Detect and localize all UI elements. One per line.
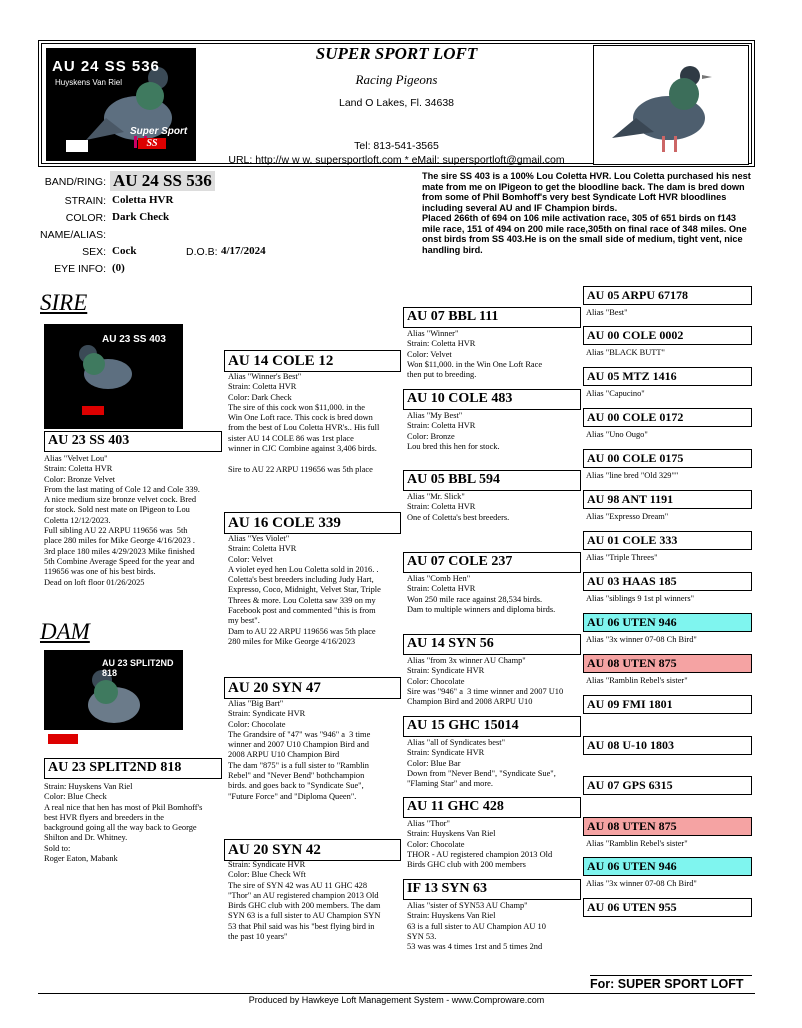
gen3-line: 53 was was 4 times 1rst and 5 times 2nd xyxy=(407,942,543,952)
gen2-line: Threes & more. Lou Coletta saw 339 on my xyxy=(228,595,376,605)
for-loft: For: SUPER SPORT LOFT xyxy=(590,975,752,992)
dam-label: DAM xyxy=(40,619,90,644)
band-value: AU 24 SS 536 xyxy=(110,171,215,191)
gen3-line: Dam to multiple winners and diploma birds. xyxy=(407,604,556,614)
gen2-ring-box xyxy=(224,839,401,861)
sire-label: SIRE xyxy=(40,290,88,315)
gen4-ring: AU 08 UTEN 875 xyxy=(583,654,752,673)
gen3-details xyxy=(407,901,585,952)
gen2-ring-box xyxy=(224,350,401,372)
gen3-line: SYN 53. xyxy=(407,931,437,941)
gen2-line: Alias "Winner's Best" xyxy=(228,372,302,381)
sire-line: Strain: Coletta HVR xyxy=(44,464,113,474)
gen3-ring-box xyxy=(403,307,581,328)
dam-line: Sold to: xyxy=(44,843,71,853)
gen3-line: Color: Chocolate xyxy=(407,676,465,686)
sire-ring: AU 23 SS 403 xyxy=(48,433,130,448)
strain-value: Coletta HVR xyxy=(112,194,174,206)
gen4-ring: AU 05 ARPU 67178 xyxy=(583,286,752,305)
gen3-line: Color: Velvet xyxy=(407,349,452,359)
dam-line: Shilton and Dr. Whitney. xyxy=(44,833,128,843)
sire-line: for stock. Sold nest mate on IPigeon to Lou xyxy=(44,505,190,515)
gen3-line: Alias "from 3x winner AU Champ" xyxy=(407,656,526,665)
gen3-line: Alias "Winner" xyxy=(407,329,459,338)
gen4-ring: AU 08 UTEN 875 xyxy=(583,817,752,836)
sire-line: From the last mating of Cole 12 and Cole 339. xyxy=(44,484,200,494)
gen2-ring: AU 20 SYN 47 xyxy=(228,680,321,696)
loft-url-email: URL: http://w w w. supersportloft.com * eMail: supersportloft@gmail.com xyxy=(228,154,565,166)
gen4-ring: AU 00 COLE 0002 xyxy=(583,326,752,345)
sire-line: 5th Combine Average Speed for the year and xyxy=(44,556,195,566)
dam-photo-card xyxy=(44,650,183,755)
gen4-ring: AU 98 ANT 1191 xyxy=(583,490,752,509)
dam-line: Color: Blue Check xyxy=(44,792,107,802)
gen2-line xyxy=(228,454,404,464)
gen3-line: Strain: Coletta HVR xyxy=(407,339,476,349)
color-label: COLOR: xyxy=(65,212,106,224)
dam-ring: AU 23 SPLIT2ND 818 xyxy=(48,760,182,775)
sire-line: Alias "Velvet Lou" xyxy=(44,454,108,463)
gen2-ring: AU 20 SYN 42 xyxy=(228,842,321,858)
gen2-line: Sire to AU 22 ARPU 119656 was 5th place xyxy=(228,464,373,474)
bird-side-photo xyxy=(593,45,749,165)
gen3-line: Lou bred this hen for stock. xyxy=(407,441,500,451)
gen4-ring: AU 09 FMI 1801 xyxy=(583,695,752,714)
gen3-line: Strain: Syndicate HVR xyxy=(407,666,485,676)
gen3-line: then put to breeding. xyxy=(407,370,477,380)
gen4-alias: Alias "Expresso Dream" xyxy=(586,512,669,521)
dam-ring-box xyxy=(44,758,222,779)
gen4-ring: AU 07 GPS 6315 xyxy=(583,776,752,795)
gen2-line: The dam "875" is a full sister to "Ramblin xyxy=(228,760,369,770)
sire-line: place 280 miles for Mike George 4/16/2023 . xyxy=(44,536,196,546)
gen3-ring-box xyxy=(403,470,581,491)
gen4-ring: AU 05 MTZ 1416 xyxy=(583,367,752,386)
gen2-line: from the best of Lou Coletta HVR's.. His full xyxy=(228,423,380,433)
gen2-line: "Thor" an AU registered champion 2013 Old xyxy=(228,890,379,900)
strain-label: STRAIN: xyxy=(64,195,106,207)
gen4-ring: AU 06 UTEN 946 xyxy=(583,613,752,632)
gen2-line: Color: Velvet xyxy=(228,554,273,564)
gen3-line: Strain: Coletta HVR xyxy=(407,502,476,512)
produced-by: Produced by Hawkeye Loft Management System - www.Comproware.com xyxy=(248,995,545,1005)
pigeon-side-icon xyxy=(594,46,748,164)
gen2-ring: AU 14 COLE 12 xyxy=(228,353,334,369)
gen4-ring: AU 03 HAAS 185 xyxy=(583,572,752,591)
gen3-ring-box xyxy=(403,552,581,573)
gen3-line: One of Coletta's best breeders. xyxy=(407,512,510,522)
gen3-line: Champion Bird and 2008 ARPU U10 xyxy=(407,697,533,707)
gen4-alias: Alias "Capucino" xyxy=(586,389,645,398)
gen2-ring: AU 16 COLE 339 xyxy=(228,515,341,531)
gen4-alias: Alias "3x winner 07-08 Ch Bird" xyxy=(586,879,697,888)
dam-photo-ring: AU 23 SPLIT2ND 818 xyxy=(102,658,174,678)
gen3-ring-box xyxy=(403,797,581,818)
bird-photo-card xyxy=(46,48,196,161)
gen3-line: Color: Chocolate xyxy=(407,839,465,849)
gen2-line: 280 miles for Mike George 4/16/2023 xyxy=(228,636,356,646)
sire-line: Dead on loft floor 01/26/2025 xyxy=(44,577,145,587)
sex-label: SEX: xyxy=(82,246,106,258)
gen3-line: Birds GHC club with 200 members xyxy=(407,860,526,870)
gen2-line: Win One Loft race. This cock is bred down xyxy=(228,413,373,423)
gen4-alias: Alias "Uno Ougo" xyxy=(586,430,648,439)
gen2-details xyxy=(228,534,404,647)
photo-strain-caption: Huyskens Van Riel xyxy=(55,78,122,87)
gen2-line: Alias "Yes Violet" xyxy=(228,534,290,543)
gen3-details xyxy=(407,574,585,615)
eye-label: EYE INFO: xyxy=(54,263,106,275)
gen3-line: THOR - AU registered champion 2013 Old xyxy=(407,849,553,859)
gen3-ring-box xyxy=(403,716,581,737)
gen2-line: birds. and goes back to "Syndicate Sue", xyxy=(228,781,364,791)
gen3-ring-box xyxy=(403,389,581,410)
dob-label: D.O.B: xyxy=(186,246,218,258)
gen3-line: Won $11,000. in the Win One Loft Race xyxy=(407,359,543,369)
gen2-line: Strain: Coletta HVR xyxy=(228,382,297,392)
loft-phone: Tel: 813-541-3565 xyxy=(354,140,439,152)
gen3-line: Sire was "946" a 3 time winner and 2007 U10 xyxy=(407,686,564,696)
gen3-ring-box xyxy=(403,634,581,655)
gen3-details xyxy=(407,329,585,380)
gen2-details xyxy=(228,699,404,802)
sire-line: 119656 was one of his best birds. xyxy=(44,567,156,577)
gen3-ring: AU 15 GHC 15014 xyxy=(407,718,519,733)
gen2-line: Dam to AU 22 ARPU 119656 was 5th place xyxy=(228,626,376,636)
loft-subtitle: Racing Pigeons xyxy=(355,72,438,87)
gen3-ring: AU 07 BBL 111 xyxy=(407,309,499,324)
gen3-details xyxy=(407,656,585,707)
loft-name: SUPER SPORT LOFT xyxy=(315,44,478,63)
gen3-line: Down from "Never Bend", "Syndicate Sue", xyxy=(407,768,556,778)
color-value: Dark Check xyxy=(112,211,170,223)
gen3-line: Strain: Huyskens Van Riel xyxy=(407,911,496,921)
gen2-line: Color: Dark Check xyxy=(228,392,292,402)
sire-line: Full sibling AU 22 ARPU 119656 was 5th xyxy=(44,526,188,536)
gen4-ring: AU 06 UTEN 946 xyxy=(583,857,752,876)
dam-line: Strain: Huyskens Van Riel xyxy=(44,782,133,791)
gen2-details xyxy=(228,860,404,942)
gen2-line: Color: Blue Check Wft xyxy=(228,870,306,880)
gen2-line: sister AU 14 COLE 86 was 1rst place xyxy=(228,433,354,443)
gen3-line: "Flaming Star" and more. xyxy=(407,779,493,789)
gen2-line: Strain: Syndicate HVR xyxy=(228,860,306,869)
ss-logo-icon: SS xyxy=(138,138,166,149)
dam-details xyxy=(44,782,226,864)
gen4-alias: Alias "line bred "Old 329"" xyxy=(586,471,679,480)
gen2-line: winner and 2007 U10 Champion Bird and xyxy=(228,740,369,750)
eye-value: (0) xyxy=(112,262,125,274)
sire-photo-ring: AU 23 SS 403 xyxy=(102,334,166,345)
gen2-line: Facebook post and commented "this is from xyxy=(228,606,376,616)
gen3-details xyxy=(407,819,585,870)
gen2-line: The sire of this cock won $11,000. in the xyxy=(228,402,365,412)
gen3-line: Color: Bronze xyxy=(407,431,455,441)
gen2-line: 53 that Phil said was his "best flying bird in xyxy=(228,921,375,931)
sex-value: Cock xyxy=(112,245,137,257)
gen3-ring: AU 14 SYN 56 xyxy=(407,636,494,651)
gen2-line: The sire of SYN 42 was AU 11 GHC 428 xyxy=(228,880,368,890)
gen3-ring-box xyxy=(403,879,581,900)
gen3-line: Alias "Mr. Slick" xyxy=(407,492,465,501)
gen2-line: Color: Chocolate xyxy=(228,719,286,729)
gen2-line: 2008 ARPU U10 Champion Bird xyxy=(228,750,340,760)
footer-divider xyxy=(38,993,755,994)
band-label: BAND/RING: xyxy=(44,176,106,188)
gen2-line: Rebel" and "Never Bend" bothchampion xyxy=(228,771,365,781)
gen4-ring: AU 00 COLE 0175 xyxy=(583,449,752,468)
gen2-ring-box xyxy=(224,677,401,699)
pedigree-header xyxy=(38,40,755,167)
sire-details xyxy=(44,454,226,588)
gen4-ring: AU 08 U-10 1803 xyxy=(583,736,752,755)
gen2-line: SYN 63 is a full sister to AU Champion SYN xyxy=(228,911,381,921)
gen3-line: Won 250 mile race against 28,534 birds. xyxy=(407,594,543,604)
gen3-line: Strain: Coletta HVR xyxy=(407,421,476,431)
gen2-details xyxy=(228,372,404,475)
gen3-ring: AU 07 COLE 237 xyxy=(407,554,513,569)
name-label: NAME/ALIAS: xyxy=(40,229,106,241)
gen3-line: Alias "My Best" xyxy=(407,411,463,420)
gen3-line: Strain: Syndicate HVR xyxy=(407,748,485,758)
gen2-line: the past 10 years" xyxy=(228,932,288,942)
gen2-line: A violet eyed hen Lou Coletta sold in 2016. . xyxy=(228,564,379,574)
gen3-details xyxy=(407,738,585,789)
gen2-line: my best". xyxy=(228,616,260,626)
gen4-alias: Alias "siblings 9 1st pl winners" xyxy=(586,594,695,603)
gen3-line: 63 is a full sister to AU Champion AU 10 xyxy=(407,921,546,931)
gen3-line: Alias "sister of SYN53 AU Champ" xyxy=(407,901,528,910)
gen4-ring: AU 01 COLE 333 xyxy=(583,531,752,550)
gen2-line: winner in CJC Combine against 3,406 birds. xyxy=(228,444,377,454)
gen3-details xyxy=(407,492,585,523)
photo-ring-caption: AU 24 SS 536 xyxy=(52,58,160,75)
gen2-line: The Grandsire of "47" was "946" a 3 time xyxy=(228,729,371,739)
sire-ring-box xyxy=(44,431,222,452)
loft-location: Land O Lakes, Fl. 34638 xyxy=(339,97,454,109)
gen3-line: Color: Blue Bar xyxy=(407,758,461,768)
gen3-details xyxy=(407,411,585,452)
gen2-line: "Future Force" and "Diploma Queen". xyxy=(228,791,357,801)
gen2-line: Strain: Coletta HVR xyxy=(228,544,297,554)
gen2-line: Birds GHC club with 200 members. The dam xyxy=(228,901,381,911)
sire-line: 3rd place 180 miles 4/29/2023 Mike finished xyxy=(44,546,195,556)
gen3-ring: IF 13 SYN 63 xyxy=(407,881,487,896)
gen2-line: Strain: Syndicate HVR xyxy=(228,709,306,719)
dam-line: best HVR flyers and breeders in the xyxy=(44,812,165,822)
gen3-line: Alias "Thor" xyxy=(407,819,450,828)
dam-line: Roger Eaton, Mabank xyxy=(44,854,118,864)
photo-brand-caption: Super Sport xyxy=(130,126,188,137)
gen3-line: Alias "Comb Hen" xyxy=(407,574,471,583)
gen2-line: Alias "Big Bart" xyxy=(228,699,284,708)
gen2-line: Expresso, Coco, Midnight, Velvet Star, Triple xyxy=(228,585,381,595)
gen4-alias: Alias "Best" xyxy=(586,308,628,317)
gen3-line: Strain: Huyskens Van Riel xyxy=(407,829,496,839)
dob-value: 4/17/2024 xyxy=(221,245,266,257)
gen4-alias: Alias "Triple Threes" xyxy=(586,553,658,562)
gen4-alias: Alias "3x winner 07-08 Ch Bird" xyxy=(586,635,697,644)
bird-notes: The sire SS 403 is a 100% Lou Coletta HVR. Lou Coletta purchased his nest mate from me on IPigeon to get the bloodline back. The dam is bred down from some of Phil Bomhoff's very best Syndicate Loft HVR bloodlines including several AU and IF Champion birds. Placed 266th of 694 on 106 mile activation race, 305 of 651 birds on f143 mile race, 151 of 494 on 200 mile race,305th on final race of 348 miles. One onst birds from SS 403.He is on the small side of medium, tight vent, nice handling bird. xyxy=(422,171,751,255)
dam-line: background going all the way back to George xyxy=(44,823,197,833)
gen3-line: Alias "all of Syndicates best" xyxy=(407,738,506,747)
sire-line: Coletta 12/12/2023. xyxy=(44,515,111,525)
sire-photo-card xyxy=(44,324,183,429)
gen4-alias: Alias "Ramblin Rebel's sister" xyxy=(586,839,688,848)
gen4-alias: Alias "Ramblin Rebel's sister" xyxy=(586,676,688,685)
gen4-ring: AU 06 UTEN 955 xyxy=(583,898,752,917)
gen2-ring-box xyxy=(224,512,401,534)
gen3-ring: AU 10 COLE 483 xyxy=(407,391,513,406)
sire-line: A nice medium size bronze velvet cock. Bred xyxy=(44,495,197,505)
gen4-ring: AU 00 COLE 0172 xyxy=(583,408,752,427)
sire-line: Color: Bronze Velvet xyxy=(44,474,116,484)
gen4-alias: Alias "BLACK BUTT" xyxy=(586,348,665,357)
dam-line: A real nice that hen has most of Pkil Bomhoff's xyxy=(44,802,203,812)
gen3-ring: AU 11 GHC 428 xyxy=(407,799,504,814)
gen3-ring: AU 05 BBL 594 xyxy=(407,472,500,487)
gen3-line: Strain: Coletta HVR xyxy=(407,584,476,594)
gen2-line: Coletta's best breeders including Judy Hart, xyxy=(228,575,374,585)
